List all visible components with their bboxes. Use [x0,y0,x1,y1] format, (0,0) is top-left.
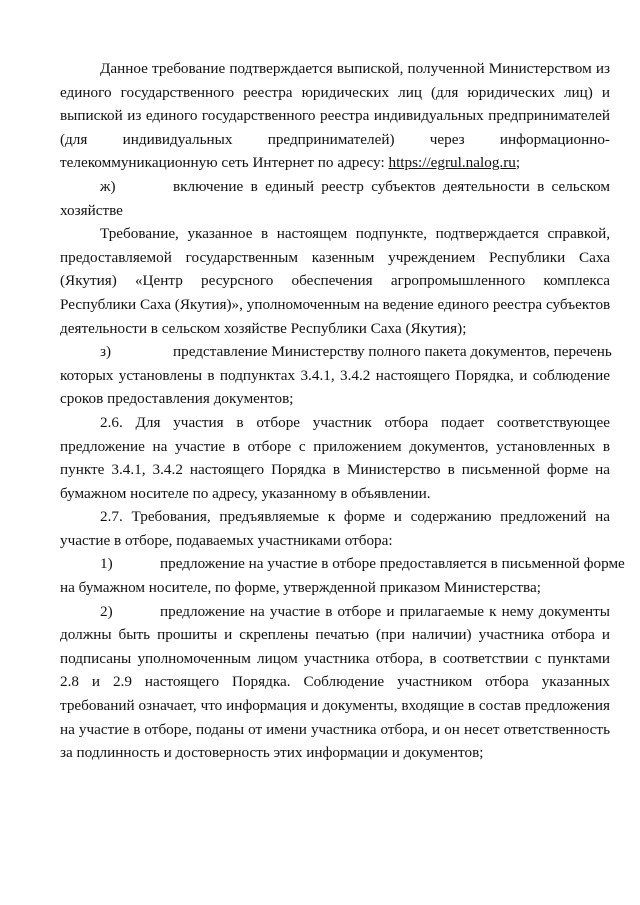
list-marker: ж) [100,177,116,195]
clause-2-7 [60,505,610,552]
text-fragment: представление Министерству полного пакета документов, перечень [173,343,612,361]
text-line: предоставляемой государственным казенным учреждением Республики Саха [60,248,610,266]
text-line: 2.6. Для участия в отборе участник отбора подает соответствующее [100,413,610,431]
list-item-z [60,340,610,411]
text-line: выпиской из единого государственного реестра индивидуальных предпринимателей [60,107,610,125]
document-page [60,57,625,765]
list-marker: з) [100,343,112,361]
text-line: деятельности в сельском хозяйстве Республики Саха (Якутия); [60,319,467,337]
text-line: единого государственного реестра юридических лиц (для юридических лиц) и [60,83,610,101]
text-line: за подлинность и достоверность этих информации и документов; [60,744,484,762]
text-line: хозяйстве [60,201,123,219]
text-line: 2.7. Требования, предъявляемые к форме и содержанию предложений на [100,508,610,526]
list-marker: 2) [100,602,113,620]
list-item-2 [60,600,610,765]
text-line: сроков предоставления документов; [60,390,294,408]
text-line [60,552,625,576]
text-line: которых установлены в подпунктах 3.4.1, 3.4.2 настоящего Порядка, и соблюдение [60,366,610,384]
text-line: пункте 3.4.1, 3.4.2 настоящего Порядка в Министерство в письменной форме на [60,461,610,479]
clause-2-6 [60,411,610,505]
text-line: подписаны уполномоченным лицом участника отбора, в соответствии с пунктами [60,649,610,667]
text-fragment: предложение на участие в отборе предоставляется в письменной форме [160,555,625,573]
text-line: 2.8 и 2.9 настоящего Порядка. Соблюдение участником отбора указанных [60,673,610,691]
text-fragment: ; [515,154,521,172]
text-line: на участие в отборе, поданы от имени участника отбора, и он несет ответственность [60,720,610,738]
text-fragment: телекоммуникационную сеть Интернет по адресу: [60,154,389,172]
text-line [60,151,610,175]
paragraph-registry-certificate [60,222,610,340]
text-line: (Якутия) «Центр ресурсного обеспечения агропромышленного комплекса [60,272,610,290]
text-line: на бумажном носителе, по форме, утвержденной приказом Министерства; [60,579,541,597]
text-line: бумажном носителе по адресу, указанному в объявлении. [60,484,431,502]
text-line: Республики Саха (Якутия)», уполномоченным на ведение единого реестра субъектов [60,295,611,313]
paragraph-egrul-extract [60,57,610,175]
text-fragment: включение в единый реестр субъектов деятельности в сельском [173,177,610,195]
text-line: должны быть прошиты и скреплены печатью (при наличии) участника отбора и [60,626,610,644]
text-line: предложение на участие в отборе с приложением документов, установленных в [60,437,610,455]
egrul-link[interactable]: https://egrul.nalog.ru [388,154,516,172]
text-line: участие в отборе, подаваемых участниками отбора: [60,531,393,549]
list-item-1 [60,552,625,599]
text-line: (для индивидуальных предпринимателей) через информационно- [60,130,610,148]
text-line [60,175,610,199]
text-line [60,340,610,364]
text-fragment: предложение на участие в отборе и прилагаемые к нему документы [160,602,610,620]
text-line [60,600,610,624]
list-marker: 1) [100,555,113,573]
text-line: Данное требование подтверждается выпиской, полученной Министерством из [100,60,610,77]
text-line: Требование, указанное в настоящем подпункте, подтверждается справкой, [100,225,610,243]
text-line: требований означает, что информация и документы, входящие в состав предложения [60,697,610,715]
list-item-zh [60,175,610,222]
